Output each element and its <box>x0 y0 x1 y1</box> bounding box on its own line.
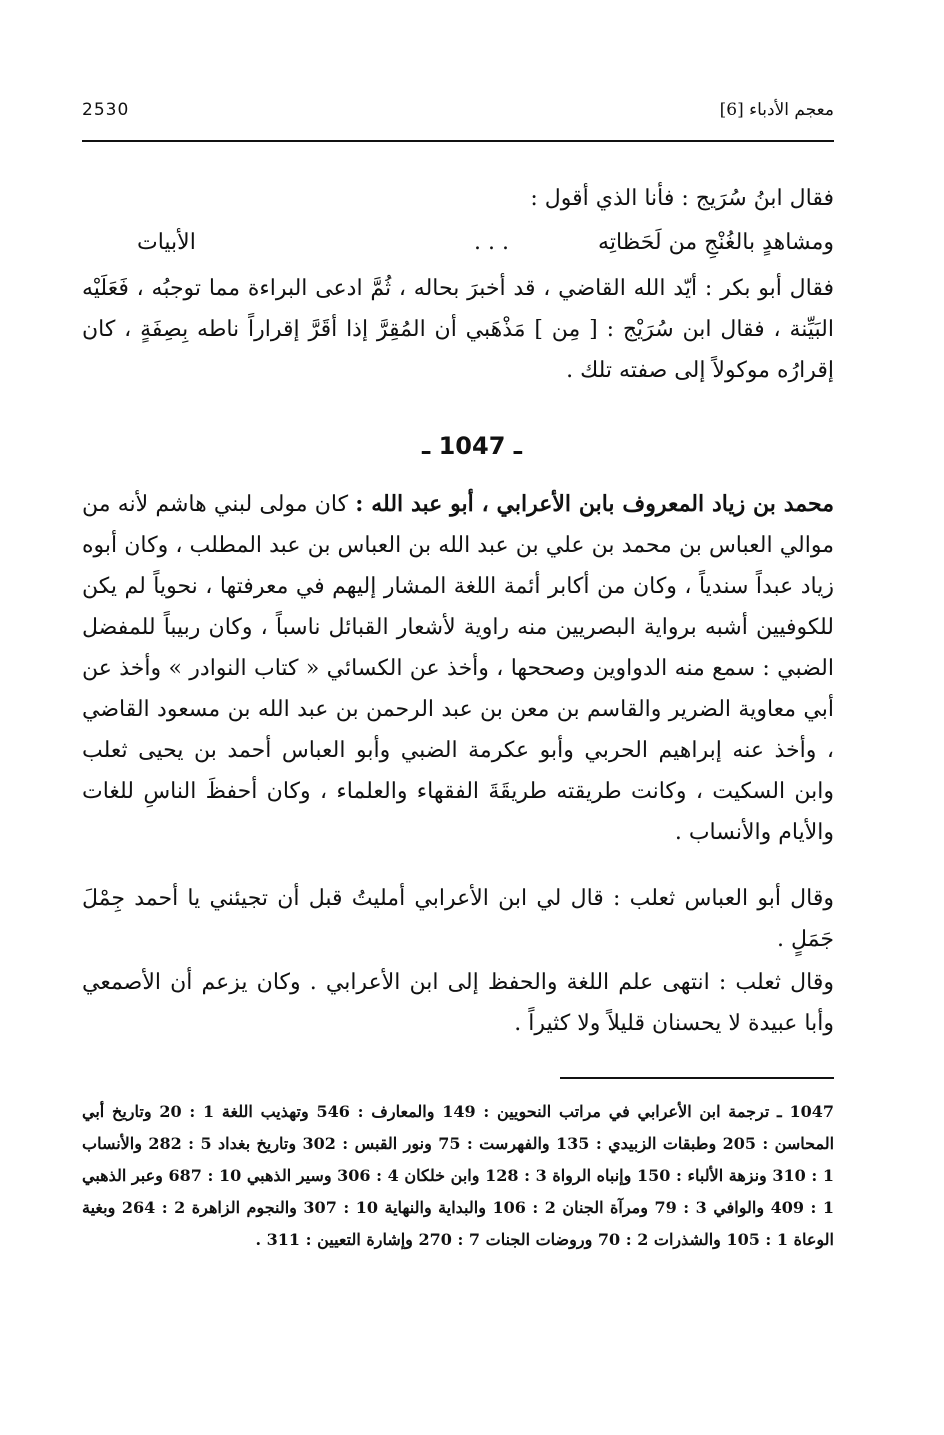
footnote: 1047 ـ ترجمة ابن الأعرابي في مراتب النحويين : 149 والمعارف : 546 وتهذيب اللغة 1 : 20 وتاريخ أبي المحاسن : 205 وطبقات الزبيدي : 135 والفهرست : 75 ونور القبس : 302 وتاريخ بغداد 5 : 282 والأنساب 1 : 310 ونزهة الألباء : 150 وإنباه الرواة 3 : 128 وابن خلكان 4 : 306 وسير الذهبي 10 : 687 وعبر الذهبي 1 : 409 والوافي 3 : 79 ومرآة الجنان 2 : 106 والبداية والنهاية 10 : 307 والنجوم الزاهرة 2 : 264 وبغية الوعاة 1 : 105 والشذرات 2 : 70 وروضات الجنات 7 : 270 وإشارة التعيين : 311 . <box>82 1102 835 1249</box>
verse-abyat: الأبيات <box>137 230 196 255</box>
verse-hemistich: ومشاهدٍ بالغُنْجِ من لَحَظاتِه <box>598 230 834 255</box>
entry-paragraph-2: وقال أبو العباس ثعلب : قال لي ابن الأعرابي أمليتُ قبل أن تجيئني يا أحمد جِمْلَ جَمَلٍ . <box>82 886 834 952</box>
verse-ellipsis: . . . <box>474 230 509 255</box>
running-title: معجم الأدباء [6] <box>719 100 834 120</box>
verse-row <box>82 222 834 263</box>
opening-line: فقال ابنُ سُرَيج : فأنا الذي أقول : <box>530 186 834 211</box>
opening-paragraph: فقال أبو بكر : أيّد الله القاضي ، قد أخبرَ بحاله ، ثُمَّ ادعى البراءة مما توجبُه ، فَعَلَيْه البَيِّنة ، فقال ابن سُرَيْج : [ مِن ] مَذْهَبي أن المُقِرَّ إذا أقَرَّ إقراراً ناطه بِصِفَةٍ ، كان إقرارُه موكولاً إلى صفته تلك . <box>82 276 834 383</box>
page-header <box>82 100 834 142</box>
footnote-separator <box>560 1077 834 1079</box>
entry-number: ـ 1047 ـ <box>422 432 522 460</box>
entry-paragraph-3: وقال ثعلب : انتهى علم اللغة والحفظ إلى ابن الأعرابي . وكان يزعم أن الأصمعي وأبا عبيدة لا يحسنان قليلاً ولا كثيراً . <box>82 970 834 1036</box>
entry-body: كان مولى لبني هاشم لأنه من موالي العباس بن محمد بن علي بن عبد الله بن العباس بن عبد المطلب ، وكان أبوه زياد عبداً سندياً ، وكان من أكابر أئمة اللغة المشار إليهم في معرفتها ، نحوياً لم يكن للكوفيين أشبه برواية البصريين منه راوية لأشعار القبائل ناسباً ، وكان ربيباً للمفضل الضبي : سمع منه الدواوين وصححها ، وأخذ عن الكسائي « كتاب النوادر » وأخذ عن أبي معاوية الضرير والقاسم بن معن بن عبد الرحمن بن عبد الله بن مسعود القاضي ، وأخذ عنه إبراهيم الحربي وأبو عكرمة الضبي وأبو العباس أحمد بن يحيى ثعلب وابن السكيت ، وكانت طريقته طريقَةَ الفقهاء والعلماء ، وكان أحفظَ الناسِ للغات والأيام والأنساب . <box>82 492 834 845</box>
entry-paragraph-1 <box>82 484 834 853</box>
entry-name: محمد بن زياد المعروف بابن الأعرابي ، أبو عبد الله : <box>355 491 834 517</box>
page-number: 2530 <box>82 100 130 120</box>
